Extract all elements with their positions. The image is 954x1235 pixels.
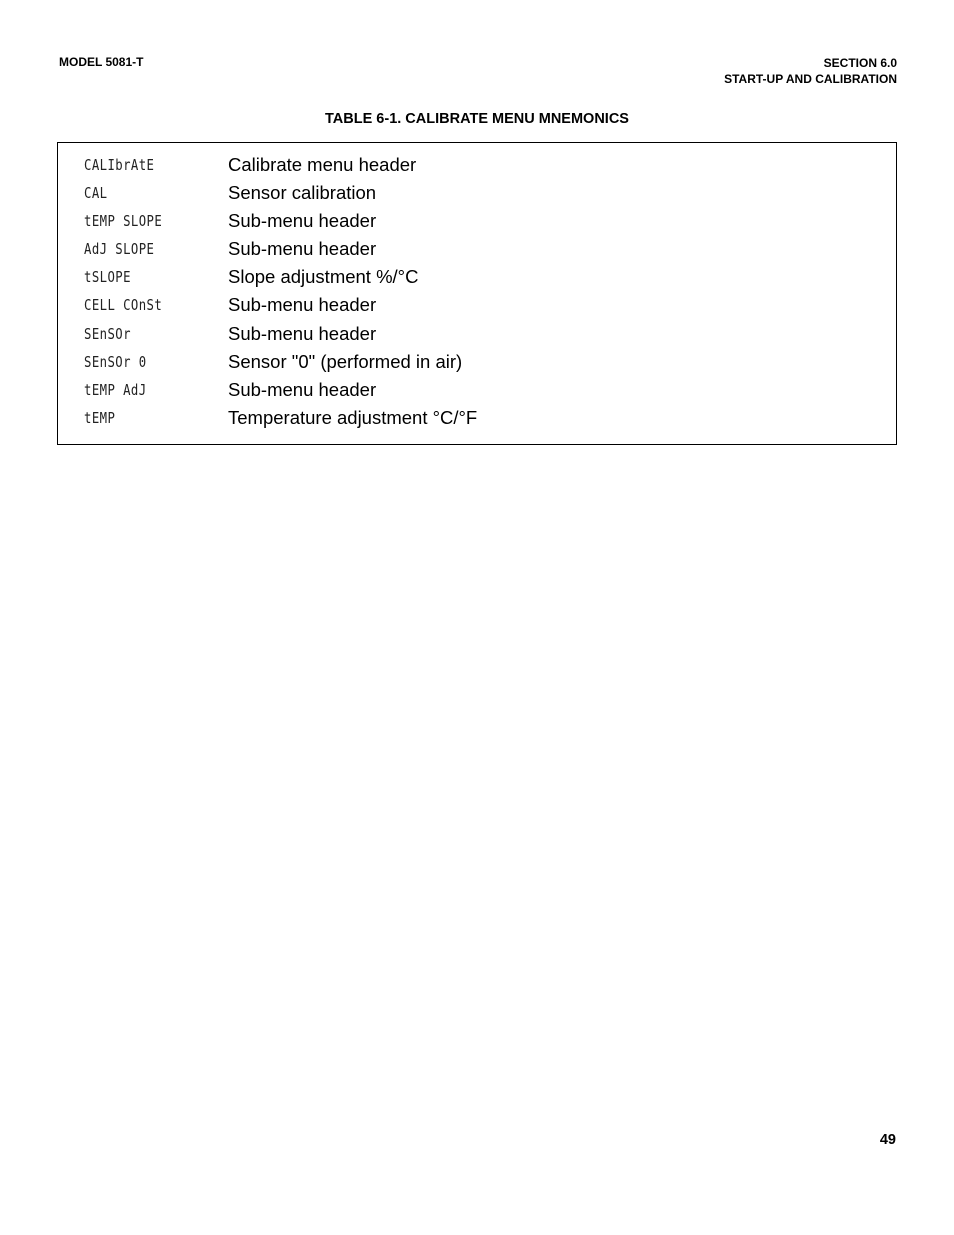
mnemonic-description: Sensor "0" (performed in air) [228,350,463,372]
mnemonics-table [57,142,897,445]
table-row [58,321,896,349]
table-rows [58,152,896,433]
mnemonic-description: Sensor calibration [228,182,377,204]
mnemonic-code: CELL COnSt [84,296,163,315]
mnemonic-description: Sub-menu header [228,238,377,260]
mnemonic-description: Sub-menu header [228,322,377,344]
mnemonic-description: Calibrate menu header [228,154,417,175]
table-row [58,208,896,236]
table-row [58,377,896,405]
table-row [58,236,896,264]
table-row [58,292,896,320]
section-title: START-UP AND CALIBRATION [724,72,897,86]
table-title: TABLE 6-1. CALIBRATE MENU MNEMONICS [325,111,629,127]
mnemonic-code: CALIbrAtE [84,156,155,174]
table-row [58,264,896,292]
page-number: 49 [879,1132,896,1148]
mnemonic-code: CAL [84,184,108,203]
mnemonic-code: SEnSOr [84,324,131,343]
mnemonic-code: tEMP SLOPE [84,212,163,231]
mnemonic-description: Slope adjustment %/°C [228,266,419,288]
table-row [58,349,896,377]
mnemonic-code: AdJ SLOPE [84,240,155,259]
mnemonic-description: Temperature adjustment °C/°F [228,406,478,428]
mnemonic-code: SEnSOr 0 [84,352,147,371]
mnemonic-code: tEMP AdJ [84,380,147,399]
table-row [58,405,896,433]
table-row [58,152,896,180]
mnemonic-code: tEMP [84,408,116,427]
mnemonic-description: Sub-menu header [228,294,377,316]
mnemonic-code: tSLOPE [84,268,131,287]
section-number: SECTION 6.0 [823,56,897,70]
table-row [58,180,896,208]
mnemonic-description: Sub-menu header [228,210,377,232]
model-header: MODEL 5081-T [59,55,144,69]
mnemonic-description: Sub-menu header [228,378,377,400]
section-header [724,55,897,87]
